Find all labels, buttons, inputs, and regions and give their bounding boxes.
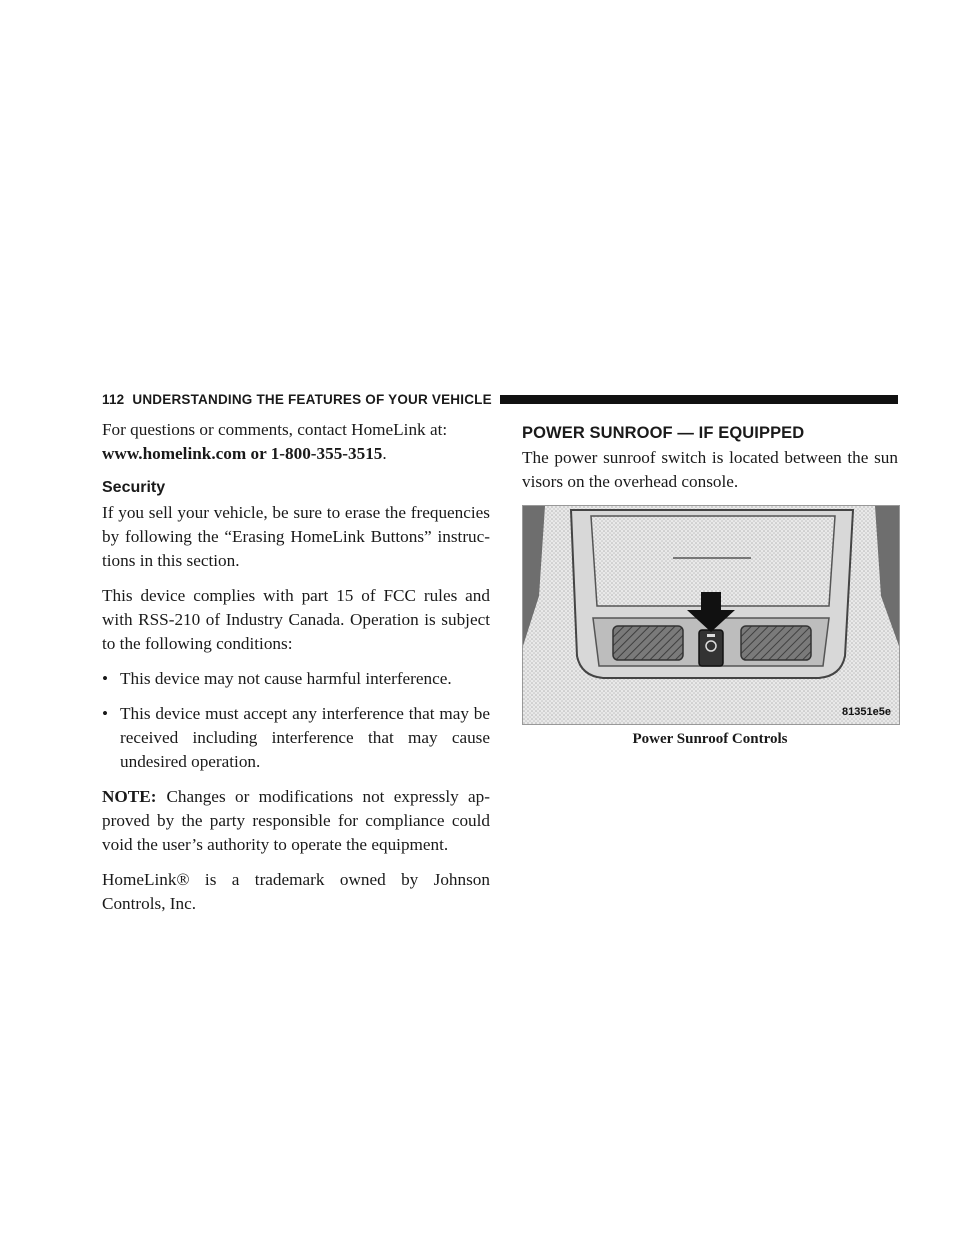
right-map-lamp bbox=[741, 626, 811, 660]
sunroof-heading: POWER SUNROOF — IF EQUIPPED bbox=[522, 424, 805, 442]
security-heading: Security bbox=[102, 479, 166, 496]
trademark-paragraph: HomeLink® is a trademark owned by Johnson Controls, Inc. bbox=[102, 870, 490, 913]
figure-caption: Power Sunroof Controls bbox=[632, 731, 788, 747]
list-item-text: This device must accept any interference that may be received including interference that may cause undesired operation. bbox=[120, 704, 490, 771]
list-item bbox=[102, 667, 490, 691]
sunroof-intro: The power sunroof switch is located between the sun visors on the overhead console. bbox=[522, 448, 898, 491]
page-header bbox=[102, 388, 898, 410]
contact-end: . bbox=[382, 444, 387, 463]
left-column bbox=[102, 418, 490, 927]
security-paragraph: If you sell your vehicle, be sure to erase the frequencies by following the “Erasing HomeLink Buttons” instructions in this section. bbox=[102, 503, 490, 570]
right-column bbox=[522, 418, 898, 748]
bullet-icon: • bbox=[102, 704, 109, 723]
header-rule bbox=[500, 395, 898, 404]
fcc-paragraph: This device complies with part 15 of FCC rules and with RSS-210 of Industry Canada. Operation is subject to the following conditions: bbox=[102, 586, 490, 653]
page-header-title: UNDERSTANDING THE FEATURES OF YOUR VEHICLE bbox=[132, 391, 492, 407]
conditions-list bbox=[102, 667, 490, 774]
page-number: 112 bbox=[102, 391, 125, 407]
list-item-text: This device may not cause harmful interference. bbox=[120, 669, 452, 688]
note-label: NOTE: bbox=[102, 787, 157, 806]
overhead-console-illustration bbox=[523, 506, 899, 724]
contact-link: www.homelink.com or 1-800-355-3515 bbox=[102, 444, 383, 463]
list-item bbox=[102, 702, 490, 774]
left-map-lamp bbox=[613, 626, 683, 660]
contact-text: For questions or comments, contact HomeLink at: bbox=[102, 420, 448, 439]
bullet-icon: • bbox=[102, 669, 109, 688]
switch-indicator bbox=[707, 634, 715, 637]
contact-paragraph bbox=[102, 418, 490, 466]
note-text: Changes or modifications not expressly approved by the party responsible for compliance could void the user’s authority to operate the equipment. bbox=[102, 787, 490, 854]
sunroof-console-figure bbox=[522, 505, 900, 725]
note-paragraph bbox=[102, 785, 490, 857]
figure-id: 81351e5e bbox=[842, 706, 891, 718]
